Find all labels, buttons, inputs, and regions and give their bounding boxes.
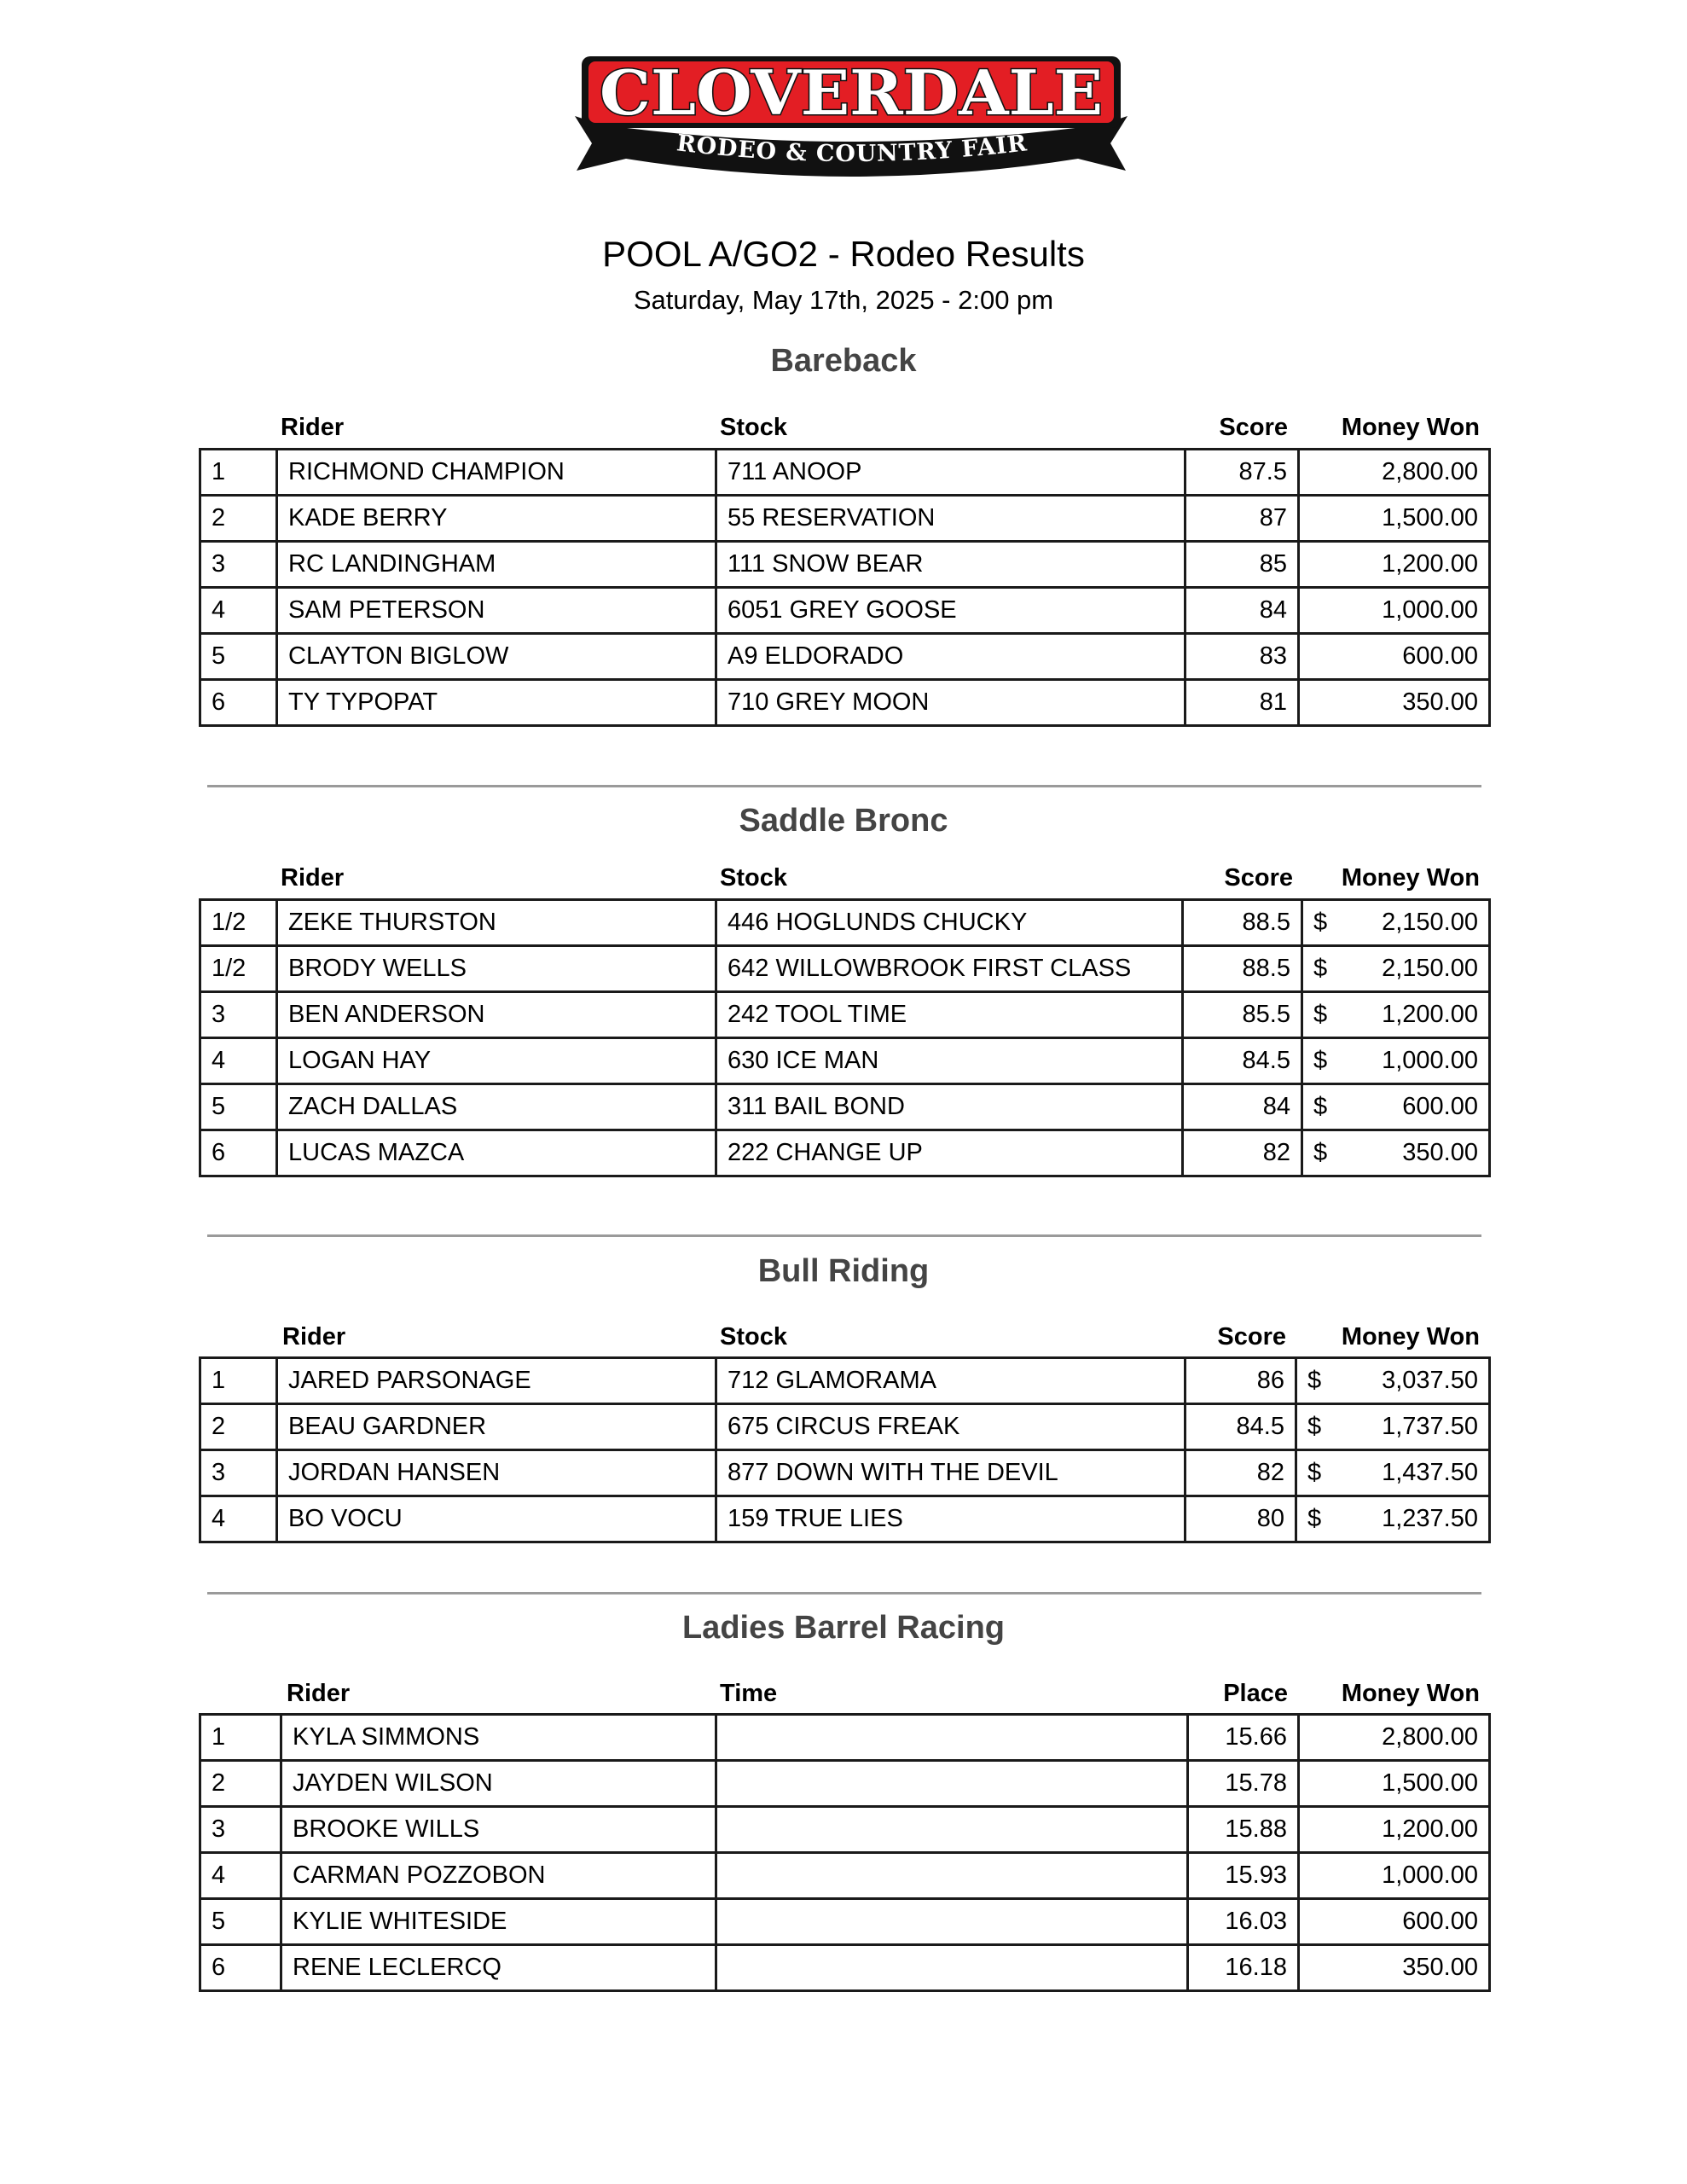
money-amount: 1,237.50 [1382, 1505, 1478, 1532]
rider-cell: JAYDEN WILSON [281, 1761, 716, 1807]
money-amount: 600.00 [1402, 1093, 1478, 1120]
place-cell: 6 [200, 1130, 277, 1176]
rider-cell: BRODY WELLS [277, 946, 716, 992]
rider-cell: ZEKE THURSTON [277, 900, 716, 946]
column-header-rider: Rider [281, 414, 345, 441]
column-header-time: Time [720, 1680, 778, 1707]
results-table-ladies-barrel-racing [199, 1713, 1491, 1992]
table-row [200, 1807, 1490, 1853]
stock-cell: 242 TOOL TIME [716, 992, 1183, 1038]
column-header-stock: Stock [720, 414, 787, 441]
place-cell: 5 [200, 634, 277, 680]
money-cell [1296, 1358, 1490, 1404]
table-row [200, 1761, 1490, 1807]
money-cell [1302, 1038, 1490, 1084]
column-header-money: Money Won [1341, 1323, 1480, 1350]
stock-cell: 55 RESERVATION [716, 496, 1186, 542]
table-row [200, 1496, 1490, 1542]
money-amount: 1,000.00 [1382, 1047, 1478, 1074]
column-header-score: Score [1224, 864, 1293, 892]
money-cell: 1,500.00 [1299, 496, 1490, 542]
stock-cell [716, 1945, 1188, 1991]
place-cell: 4 [200, 588, 277, 634]
table-row [200, 1945, 1490, 1991]
money-cell: 600.00 [1299, 634, 1490, 680]
table-row [200, 1853, 1490, 1899]
score-cell: 84 [1186, 588, 1299, 634]
money-cell: 1,200.00 [1299, 542, 1490, 588]
rider-cell: BEN ANDERSON [277, 992, 716, 1038]
table-row [200, 588, 1490, 634]
stock-cell [716, 1853, 1188, 1899]
section-title-saddle-bronc: Saddle Bronc [739, 803, 948, 839]
table-row [200, 992, 1490, 1038]
section-divider [207, 785, 1481, 787]
currency-symbol: $ [1307, 1505, 1322, 1532]
table-row [200, 634, 1490, 680]
score-cell: 83 [1186, 634, 1299, 680]
money-cell: 1,500.00 [1299, 1761, 1490, 1807]
score-cell: 84 [1183, 1084, 1302, 1130]
score-cell: 15.93 [1188, 1853, 1299, 1899]
results-table-bull-riding [199, 1356, 1491, 1543]
money-cell: 2,800.00 [1299, 1715, 1490, 1761]
stock-cell: 710 GREY MOON [716, 680, 1186, 726]
money-cell [1296, 1404, 1490, 1450]
table-row [200, 1899, 1490, 1945]
currency-symbol: $ [1313, 1047, 1328, 1074]
rider-cell: RENE LECLERCQ [281, 1945, 716, 1991]
table-row [200, 1130, 1490, 1176]
rider-cell: BROOKE WILLS [281, 1807, 716, 1853]
money-cell [1302, 946, 1490, 992]
score-cell: 88.5 [1183, 946, 1302, 992]
column-header-rider: Rider [282, 1323, 346, 1350]
money-amount: 1,437.50 [1382, 1459, 1478, 1486]
currency-symbol: $ [1307, 1367, 1322, 1394]
score-cell: 87 [1186, 496, 1299, 542]
stock-cell: 675 CIRCUS FREAK [716, 1404, 1186, 1450]
money-amount: 1,737.50 [1382, 1413, 1478, 1440]
rider-cell: LOGAN HAY [277, 1038, 716, 1084]
column-header-rider: Rider [281, 864, 345, 892]
money-cell: 1,000.00 [1299, 1853, 1490, 1899]
money-cell [1296, 1450, 1490, 1496]
score-cell: 15.78 [1188, 1761, 1299, 1807]
money-cell: 1,000.00 [1299, 588, 1490, 634]
section-divider [207, 1234, 1481, 1237]
stock-cell: 642 WILLOWBROOK FIRST CLASS [716, 946, 1183, 992]
score-cell: 15.88 [1188, 1807, 1299, 1853]
rider-cell: KYLA SIMMONS [281, 1715, 716, 1761]
money-cell: 350.00 [1299, 680, 1490, 726]
table-row [200, 680, 1490, 726]
results-table-saddle-bronc [199, 898, 1491, 1177]
money-cell: 600.00 [1299, 1899, 1490, 1945]
rider-cell: KADE BERRY [277, 496, 716, 542]
score-cell: 15.66 [1188, 1715, 1299, 1761]
money-amount: 350.00 [1402, 1139, 1478, 1166]
column-header-money: Money Won [1341, 1680, 1480, 1707]
stock-cell: A9 ELDORADO [716, 634, 1186, 680]
page-subtitle: Saturday, May 17th, 2025 - 2:00 pm [633, 285, 1054, 315]
money-cell: 1,200.00 [1299, 1807, 1490, 1853]
place-cell: 3 [200, 1450, 277, 1496]
stock-cell [716, 1761, 1188, 1807]
table-row [200, 496, 1490, 542]
rider-cell: ZACH DALLAS [277, 1084, 716, 1130]
score-cell: 81 [1186, 680, 1299, 726]
table-row [200, 450, 1490, 496]
svg-text:RODEO & COUNTRY FAIR: RODEO & COUNTRY FAIR [675, 130, 1029, 168]
cloverdale-logo [566, 49, 1136, 177]
table-row [200, 1358, 1490, 1404]
rider-cell: JARED PARSONAGE [277, 1358, 716, 1404]
table-row [200, 1715, 1490, 1761]
column-header-money: Money Won [1341, 864, 1480, 892]
rider-cell: RICHMOND CHAMPION [277, 450, 716, 496]
place-cell: 6 [200, 680, 277, 726]
table-row [200, 946, 1490, 992]
currency-symbol: $ [1313, 1139, 1328, 1166]
stock-cell [716, 1899, 1188, 1945]
column-header-place: Place [1223, 1680, 1288, 1707]
column-header-score: Score [1217, 1323, 1286, 1350]
stock-cell: 111 SNOW BEAR [716, 542, 1186, 588]
stock-cell: 159 TRUE LIES [716, 1496, 1186, 1542]
place-cell: 1/2 [200, 946, 277, 992]
money-amount: 2,150.00 [1382, 955, 1478, 982]
score-cell: 85.5 [1183, 992, 1302, 1038]
money-amount: 3,037.50 [1382, 1367, 1478, 1394]
section-divider [207, 1592, 1481, 1594]
place-cell: 2 [200, 1404, 277, 1450]
section-title-bull-riding: Bull Riding [757, 1253, 930, 1289]
stock-cell: 446 HOGLUNDS CHUCKY [716, 900, 1183, 946]
place-cell: 1 [200, 1715, 281, 1761]
rider-cell: SAM PETERSON [277, 588, 716, 634]
score-cell: 88.5 [1183, 900, 1302, 946]
score-cell: 16.03 [1188, 1899, 1299, 1945]
score-cell: 84.5 [1186, 1404, 1296, 1450]
currency-symbol: $ [1307, 1459, 1322, 1486]
score-cell: 80 [1186, 1496, 1296, 1542]
place-cell: 4 [200, 1038, 277, 1084]
place-cell: 2 [200, 496, 277, 542]
svg-text:CLOVERDALE: CLOVERDALE [600, 56, 1103, 129]
stock-cell: 711 ANOOP [716, 450, 1186, 496]
place-cell: 5 [200, 1084, 277, 1130]
money-cell [1302, 1130, 1490, 1176]
table-row [200, 1084, 1490, 1130]
money-amount: 2,150.00 [1382, 909, 1478, 936]
stock-cell [716, 1715, 1188, 1761]
rider-cell: CARMAN POZZOBON [281, 1853, 716, 1899]
place-cell: 1 [200, 450, 277, 496]
currency-symbol: $ [1313, 955, 1328, 982]
section-title-ladies-barrel-racing: Ladies Barrel Racing [681, 1610, 1006, 1646]
score-cell: 16.18 [1188, 1945, 1299, 1991]
money-cell [1302, 992, 1490, 1038]
currency-symbol: $ [1313, 1001, 1328, 1028]
money-cell [1302, 900, 1490, 946]
rider-cell: RC LANDINGHAM [277, 542, 716, 588]
column-header-money: Money Won [1341, 414, 1480, 441]
stock-cell: 6051 GREY GOOSE [716, 588, 1186, 634]
place-cell: 3 [200, 1807, 281, 1853]
stock-cell [716, 1807, 1188, 1853]
money-cell: 350.00 [1299, 1945, 1490, 1991]
currency-symbol: $ [1313, 1093, 1328, 1120]
column-header-score: Score [1219, 414, 1288, 441]
score-cell: 86 [1186, 1358, 1296, 1404]
stock-cell: 630 ICE MAN [716, 1038, 1183, 1084]
results-table-bareback [199, 448, 1491, 727]
rider-cell: CLAYTON BIGLOW [277, 634, 716, 680]
stock-cell: 877 DOWN WITH THE DEVIL [716, 1450, 1186, 1496]
rider-cell: LUCAS MAZCA [277, 1130, 716, 1176]
currency-symbol: $ [1313, 909, 1328, 936]
page-title: POOL A/GO2 - Rodeo Results [602, 234, 1085, 274]
place-cell: 1/2 [200, 900, 277, 946]
place-cell: 6 [200, 1945, 281, 1991]
column-header-stock: Stock [720, 1323, 787, 1350]
place-cell: 4 [200, 1496, 277, 1542]
money-cell [1302, 1084, 1490, 1130]
column-header-stock: Stock [720, 864, 787, 892]
table-row [200, 1038, 1490, 1084]
place-cell: 2 [200, 1761, 281, 1807]
stock-cell: 311 BAIL BOND [716, 1084, 1183, 1130]
score-cell: 87.5 [1186, 450, 1299, 496]
stock-cell: 712 GLAMORAMA [716, 1358, 1186, 1404]
score-cell: 82 [1183, 1130, 1302, 1176]
money-cell: 2,800.00 [1299, 450, 1490, 496]
table-row [200, 542, 1490, 588]
currency-symbol: $ [1307, 1413, 1322, 1440]
place-cell: 3 [200, 542, 277, 588]
rider-cell: KYLIE WHITESIDE [281, 1899, 716, 1945]
money-amount: 1,200.00 [1382, 1001, 1478, 1028]
place-cell: 1 [200, 1358, 277, 1404]
score-cell: 82 [1186, 1450, 1296, 1496]
place-cell: 5 [200, 1899, 281, 1945]
place-cell: 3 [200, 992, 277, 1038]
rider-cell: TY TYPOPAT [277, 680, 716, 726]
rider-cell: BEAU GARDNER [277, 1404, 716, 1450]
rider-cell: BO VOCU [277, 1496, 716, 1542]
stock-cell: 222 CHANGE UP [716, 1130, 1183, 1176]
money-cell [1296, 1496, 1490, 1542]
table-row [200, 1404, 1490, 1450]
table-row [200, 900, 1490, 946]
place-cell: 4 [200, 1853, 281, 1899]
rider-cell: JORDAN HANSEN [277, 1450, 716, 1496]
score-cell: 85 [1186, 542, 1299, 588]
table-row [200, 1450, 1490, 1496]
section-title-bareback: Bareback [770, 343, 917, 379]
column-header-rider: Rider [287, 1680, 351, 1707]
score-cell: 84.5 [1183, 1038, 1302, 1084]
